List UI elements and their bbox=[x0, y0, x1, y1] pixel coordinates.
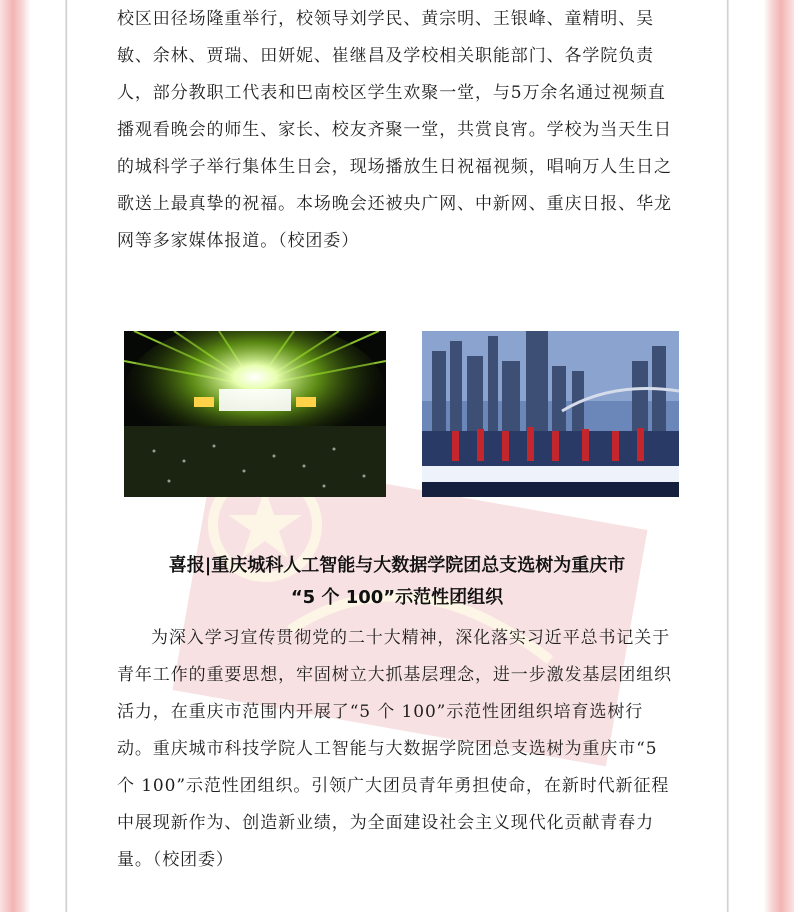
right-decorative-border bbox=[722, 0, 794, 912]
city-performance-photo bbox=[422, 331, 679, 497]
headline-line-1: 喜报|重庆城科人工智能与大数据学院团总支选树为重庆市 bbox=[168, 555, 626, 576]
concert-stage-photo bbox=[124, 331, 386, 497]
article-paragraph-2: 为深入学习宣传贯彻党的二十大精神，深化落实习近平总书记关于青年工作的重要思想，牢固树立大抓基层理念，进一步激发基层团组织活力，在重庆市范围内开展了“5 个 100”示范性团组织培育选树行动。重庆城市科技学院人工智能与大数据学院团总支选树为重庆市“5 个 100”示范性团组织。引领广大团员青年勇担使命，在新时代新征程中展现新作为、创造新业绩，为全面建设社会主义现代化贡献青春力量。（校团委） bbox=[117, 628, 672, 870]
stage-lights-illustration bbox=[124, 331, 386, 497]
headline-line-2: “5 个 100”示范性团组织 bbox=[290, 587, 504, 608]
city-stage-illustration bbox=[422, 331, 679, 497]
article-paragraph-1: 校区田径场隆重举行，校领导刘学民、黄宗明、王银峰、童精明、吴敏、余林、贾瑞、田妍妮、崔继昌及学校相关职能部门、各学院负责人，部分教职工代表和巴南校区学生欢聚一堂，与5万余名通过视频直播观看晚会的师生、家长、校友齐聚一堂，共赏良宵。学校为当天生日的城科学子举行集体生日会，现场播放生日祝福视频，唱响万人生日之歌送上最真挚的祝福。本场晚会还被央广网、中新网、重庆日报、华龙网等多家媒体报道。（校团委） bbox=[117, 9, 672, 251]
news-headline bbox=[117, 550, 677, 614]
photo-row bbox=[117, 331, 677, 497]
article-body-2 bbox=[117, 620, 677, 879]
left-decorative-border bbox=[0, 0, 72, 912]
